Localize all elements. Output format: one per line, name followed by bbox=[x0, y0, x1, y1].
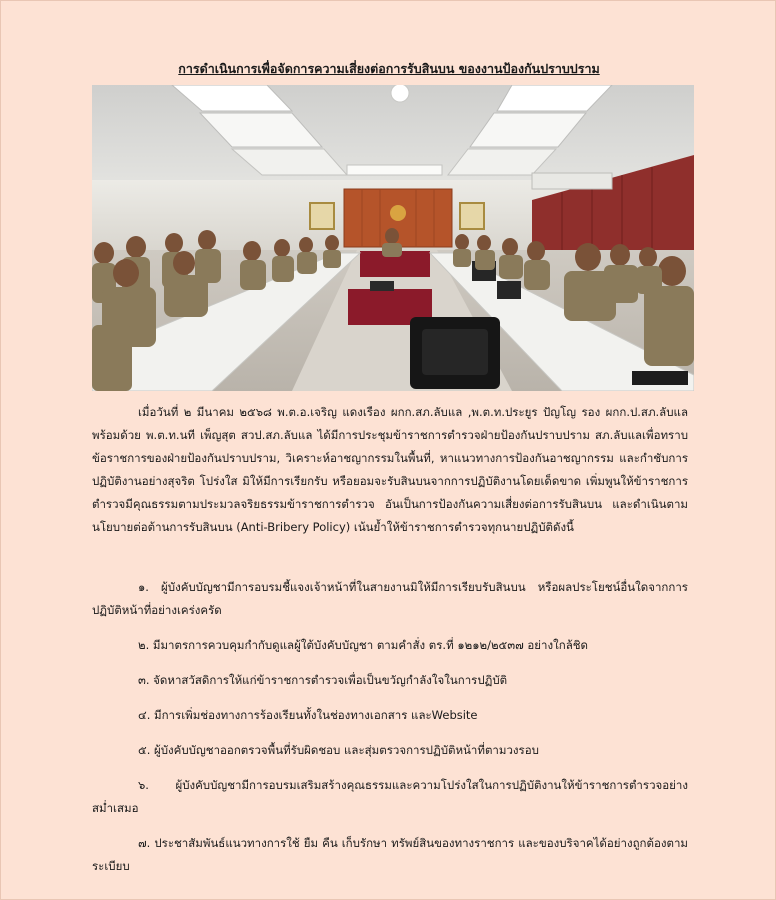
meeting-photo bbox=[92, 85, 694, 391]
list-item-5: ๕. ผู้บังคับบัญชาออกตรวจพื้นที่รับผิดชอบ และสุ่มตรวจการปฏิบัติหน้าที่ตามวงรอบ bbox=[138, 743, 539, 757]
list-item-7: ๗. ประชาสัมพันธ์แนวทางการใช้ ยืม คืน เก็บรักษา ทรัพย์สินของทางราชการ และของบริจาคได้อย่างถูกต้องตามระเบียบ bbox=[92, 836, 688, 873]
list-item-4: ๔. มีการเพิ่มช่องทางการร้องเรียนทั้งในช่องทางเอกสาร และWebsite bbox=[138, 708, 478, 722]
list-item-6: ๖. ผู้บังคับบัญชามีการอบรมเสริมสร้างคุณธรรมและความโปร่งใสในการปฏิบัติงานให้ข้าราชการตำรวจอย่างสม่ำเสมอ bbox=[92, 778, 688, 815]
list-item-3: ๓. จัดหาสวัสดิการให้แก่ข้าราชการตำรวจเพื่อเป็นขวัญกำลังใจในการปฏิบัติ bbox=[138, 673, 508, 687]
intro-paragraph: เมื่อวันที่ ๒ มีนาคม ๒๕๖๘ พ.ต.อ.เจริญ แดงเรือง ผกก.สภ.ลับแล ,พ.ต.ท.ประยูร ปัญโญ รอง ผกก.ป.สภ.ลับแล พร้อมด้วย พ.ต.ท.นที เพ็ญสุต สวป.สภ.ลับแล ได้มีการประชุมข้าราชการตำรวจฝ่ายป้องกันปราบปราม สภ.ลับแลเพื่อทราบข้อราชการของฝ่ายป้องกันปราบปราม, วิเคราะห์อาชญากรรมในพื้นที่, หาแนวทางการป้องกันอาชญากรรม และกำชับการปฏิบัติงานอย่างสุจริต โปร่งใส มิให้มีการเรียกรับ หรือยอมจะรับสินบนจากการปฏิบัติงานโดยเด็ดขาด เพิ่มพูนให้ข้าราชการตำรวจมีคุณธรรมตามประมวลจริยธรรมข้าราชการตำรวจ อันเป็นการป้องกันความเสี่ยงต่อการรับสินบน และดำเนินตามนโยบายต่อต้านการรับสินบน (Anti-Bribery Policy) เน้นย้ำให้ข้าราชการตำรวจทุกนายปฏิบัติดังนี้ bbox=[92, 405, 688, 534]
document-title: การดำเนินการเพื่อจัดการความเสี่ยงต่อการรับสินบน ของงานป้องกันปราบปราม bbox=[178, 61, 600, 76]
list-item-2: ๒. มีมาตรการควบคุมกำกับดูแลผู้ใต้บังคับบัญชา ตามคำสั่ง ตร.ที่ ๑๒๑๒/๒๕๓๗ อย่างใกล้ชิด bbox=[138, 638, 589, 652]
list-item-1: ๑. ผู้บังคับบัญชามีการอบรมชี้แจงเจ้าหน้าที่ในสายงานมิให้มีการเรียบรับสินบน หรือผลประโยชน์อื่นใดจากการปฏิบัติหน้าที่อย่างเคร่งครัด bbox=[92, 580, 688, 617]
